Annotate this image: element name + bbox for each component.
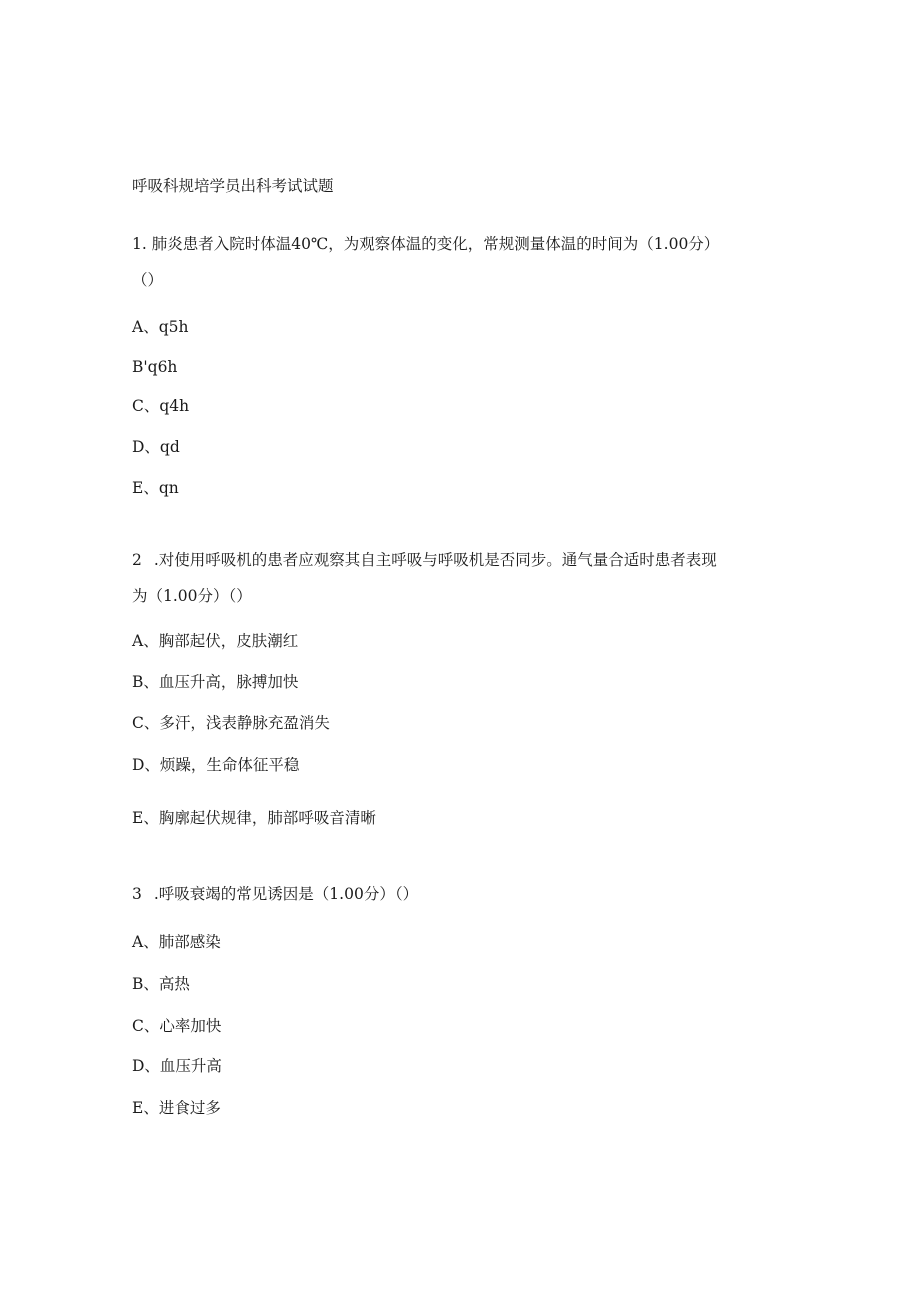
option-a: A、肺部感染 <box>132 933 221 951</box>
option-d: D、qd <box>132 438 180 456</box>
option-c: C、心率加快 <box>132 1017 222 1035</box>
question-text: 肺炎患者入院时体温40℃，为观察体温的变化，常规测量体温的时间为（1.00分） <box>151 235 720 253</box>
question-stem-line: 为（1.00分）（） <box>132 587 252 605</box>
question-number: 1. <box>132 235 147 253</box>
option-c: C、q4h <box>132 397 190 415</box>
option-a: A、q5h <box>132 318 189 336</box>
option-e: E、进食过多 <box>132 1099 221 1117</box>
option-b: B、高热 <box>132 975 190 993</box>
question-stem-line <box>132 234 719 254</box>
option-e: E、qn <box>132 479 179 497</box>
option-d: D、烦躁，生命体征平稳 <box>132 756 300 774</box>
question-text: .呼吸衰竭的常见诱因是（1.00分）（） <box>153 885 419 903</box>
question-stem-line <box>132 550 717 570</box>
option-b: B、血压升高，脉搏加快 <box>132 673 299 691</box>
question-number: 2 <box>132 551 142 569</box>
option-a: A、胸部起伏，皮肤潮红 <box>132 632 299 650</box>
page-title: 呼吸科规培学员出科考试试题 <box>132 177 334 195</box>
option-d: D、血压升高 <box>132 1057 222 1075</box>
option-b: B'q6h <box>132 358 178 376</box>
question-stem-line: （） <box>132 271 164 289</box>
option-e: E、胸廓起伏规律，肺部呼吸音清晰 <box>132 809 376 827</box>
question-text: .对使用呼吸机的患者应观察其自主呼吸与呼吸机是否同步。通气量合适时患者表现 <box>153 551 717 569</box>
question-number: 3 <box>132 885 142 903</box>
option-c: C、多汗，浅表静脉充盈消失 <box>132 714 330 732</box>
question-stem-line <box>132 884 418 904</box>
